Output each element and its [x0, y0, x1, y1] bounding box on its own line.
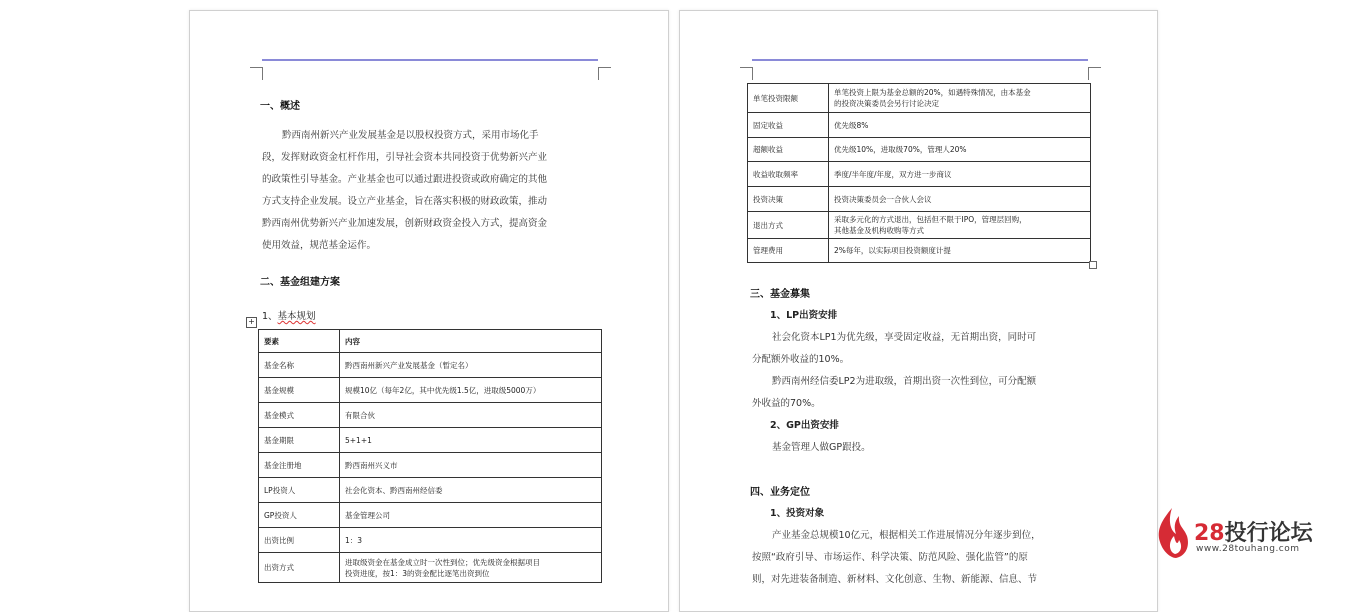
table-cell-value: 基金管理公司 — [340, 503, 602, 528]
paragraph-line: 按照“政府引导、市场运作、科学决策、防范风险、强化监管”的原 — [752, 552, 1028, 563]
subheading-lp — [770, 307, 837, 321]
table-cell-key: 出资比例 — [259, 528, 340, 553]
fund-terms-table — [747, 83, 1091, 263]
subheading-label: 投资对象 — [786, 508, 825, 519]
table-cell-line: 单笔投资上限为基金总额的20%，如遇特殊情况，由本基金 — [834, 88, 1031, 97]
table-row — [748, 138, 1091, 162]
table-row — [259, 453, 602, 478]
table-row — [748, 212, 1091, 239]
table-cell-key: 基金期限 — [259, 428, 340, 453]
crop-mark — [598, 67, 611, 80]
paragraph-line: 则，对先进装备制造、新材料、文化创意、生物、新能源、信息、节 — [752, 574, 1038, 585]
table-cell-key: 出资方式 — [259, 553, 340, 583]
table-row — [259, 478, 602, 503]
table-cell-key: 投资决策 — [748, 187, 829, 212]
section-heading-fundraising: 三、基金募集 — [750, 289, 810, 300]
paragraph-line: 基金管理人做GP跟投。 — [772, 442, 871, 453]
subheading-number: 1、 — [770, 310, 787, 321]
subheading-number: 1、 — [770, 508, 787, 519]
table-cell-key: 管理费用 — [748, 239, 829, 263]
table-cell-key: LP投资人 — [259, 478, 340, 503]
table-cell-key: 退出方式 — [748, 212, 829, 239]
table-cell-key: 基金注册地 — [259, 453, 340, 478]
table-cell-key: 基金名称 — [259, 353, 340, 378]
document-page-2 — [679, 10, 1158, 612]
table-row — [748, 84, 1091, 113]
subheading-label: LP出资安排 — [786, 310, 838, 321]
flame-icon — [1154, 506, 1192, 560]
table-cell-key: 固定收益 — [748, 113, 829, 138]
table-cell-key: 基金模式 — [259, 403, 340, 428]
crop-mark — [250, 67, 263, 80]
table-cell-key: 超额收益 — [748, 138, 829, 162]
logo-url: www.28touhang.com — [1196, 544, 1300, 554]
basic-plan-table — [258, 329, 602, 583]
subheading-label: GP出资安排 — [786, 420, 839, 431]
intro-line-5: 黔西南州优势新兴产业加速发展，创新财政资金投入方式，提高资金 — [262, 218, 548, 229]
table-row — [259, 503, 602, 528]
section-heading-plan: 二、基金组建方案 — [260, 277, 340, 288]
intro-line-3: 的政策性引导基金。产业基金也可以通过跟进投资或政府确定的其他 — [262, 174, 548, 185]
intro-line-4: 方式支持企业发展。设立产业基金，旨在落实积极的财政政策，推动 — [262, 196, 548, 207]
table-row — [259, 428, 602, 453]
table-cell-value — [829, 212, 1091, 239]
header-line — [262, 59, 598, 61]
table-cell-value: 投资决策委员会一合伙人会议 — [829, 187, 1091, 212]
table-cell-value: 季度/半年度/年度，双方进一步商议 — [829, 162, 1091, 187]
section-heading-business: 四、业务定位 — [750, 487, 810, 498]
table-row — [259, 353, 602, 378]
table-cell-key: 要素 — [259, 330, 340, 353]
table-row — [748, 113, 1091, 138]
table-cell-key: 基金规模 — [259, 378, 340, 403]
crop-mark — [740, 67, 753, 80]
document-page-1 — [189, 10, 669, 612]
crop-mark — [1088, 67, 1101, 80]
table-cell-value: 社会化资本、黔西南州经信委 — [340, 478, 602, 503]
table-row — [259, 528, 602, 553]
forum-logo — [1152, 506, 1342, 562]
table-cell-value: 优先级8% — [829, 113, 1091, 138]
table-cell-value: 1：3 — [340, 528, 602, 553]
paragraph-line: 分配额外收益的10%。 — [752, 354, 850, 365]
logo-number: 28 — [1194, 521, 1225, 546]
logo-name: 投行论坛 — [1224, 521, 1313, 546]
table-row — [259, 378, 602, 403]
table-cell-line: 进取级资金在基金成立时一次性到位；优先级资金根据项目 — [345, 557, 540, 567]
table-move-icon[interactable]: + — [246, 317, 257, 328]
table-row — [748, 239, 1091, 263]
table-cell-value: 内容 — [340, 330, 602, 353]
header-line — [752, 59, 1088, 61]
table-row — [259, 330, 602, 353]
subheading-number: 2、 — [770, 420, 787, 431]
intro-line-6: 使用效益，规范基金运作。 — [262, 240, 377, 251]
table-cell-line: 的投资决策委员会另行讨论决定 — [834, 99, 939, 108]
table-row — [748, 187, 1091, 212]
table-row — [259, 553, 602, 583]
table-cell-line: 投资进度，按1：3的资金配比逐笔出资到位 — [345, 568, 490, 578]
table-cell-key: 收益收取频率 — [748, 162, 829, 187]
logo-title — [1194, 516, 1313, 547]
subheading-gp — [770, 417, 839, 431]
subheading-label: 基本规划 — [277, 311, 316, 322]
table-cell-line: 其他基金及机构收购等方式 — [834, 226, 924, 235]
section-heading-overview: 一、概述 — [260, 101, 300, 112]
table-row — [748, 162, 1091, 187]
intro-line-2: 段，发挥财政资金杠杆作用，引导社会资本共同投资于优势新兴产业 — [262, 152, 548, 163]
paragraph-line: 外收益的70%。 — [752, 398, 821, 409]
table-row — [259, 403, 602, 428]
table-cell-value: 2%每年，以实际项目投资额度计提 — [829, 239, 1091, 263]
subheading-investment — [770, 505, 824, 519]
table-cell-line: 采取多元化的方式退出，包括但不限于IPO，管理层回购， — [834, 215, 1027, 224]
intro-line-1: 黔西南州新兴产业发展基金是以股权投资方式，采用市场化手 — [282, 130, 539, 141]
table-cell-key: GP投资人 — [259, 503, 340, 528]
subheading-number: 1、 — [262, 311, 278, 322]
table-cell-value: 有限合伙 — [340, 403, 602, 428]
subheading-basic-plan — [262, 308, 316, 322]
table-cell-value — [829, 84, 1091, 113]
table-cell-value: 5+1+1 — [340, 428, 602, 453]
table-cell-value: 黔西南州新兴产业发展基金（暂定名） — [340, 353, 602, 378]
table-cell-key: 单笔投资限额 — [748, 84, 829, 113]
paragraph-line: 产业基金总规模10亿元，根据相关工作进展情况分年逐步到位， — [772, 530, 1041, 541]
table-cell-value — [340, 553, 602, 583]
table-resize-icon[interactable] — [1089, 261, 1097, 269]
table-cell-value: 规模10亿（每年2亿，其中优先级1.5亿，进取级5000万） — [340, 378, 602, 403]
table-cell-value: 优先级10%，进取级70%，管理人20% — [829, 138, 1091, 162]
table-cell-value: 黔西南州兴义市 — [340, 453, 602, 478]
paragraph-line: 社会化资本LP1为优先级，享受固定收益，无首期出资，同时可 — [772, 332, 1037, 343]
paragraph-line: 黔西南州经信委LP2为进取级，首期出资一次性到位，可分配额 — [772, 376, 1037, 387]
